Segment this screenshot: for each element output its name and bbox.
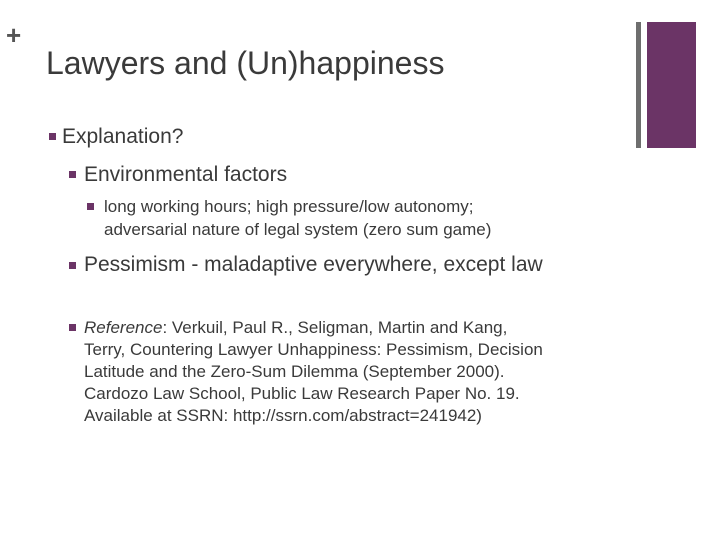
bullet-marker <box>87 203 94 210</box>
reference-line4: Cardozo Law School, Public Law Research Paper No. 19. <box>84 384 520 403</box>
reference-line2: Terry, Countering Lawyer Unhappiness: Pessimism, Decision <box>84 340 543 359</box>
reference-line1 <box>84 317 543 339</box>
env-detail-line1: long working hours; high pressure/low autonomy; <box>104 197 474 216</box>
bullet-reference <box>84 317 543 427</box>
slide-title: Lawyers and (Un)happiness <box>46 45 445 81</box>
reference-line3: Latitude and the Zero-Sum Dilemma (September 2000). <box>84 362 505 381</box>
accent-bar-thick <box>647 22 696 148</box>
reference-line5: Available at SSRN: http://ssrn.com/abstract=241942) <box>84 406 482 425</box>
accent-bar-thin <box>636 22 641 148</box>
bullet-marker <box>49 133 56 140</box>
bullet-marker <box>69 262 76 269</box>
bullet-marker <box>69 324 76 331</box>
env-detail-line2: adversarial nature of legal system (zero sum game) <box>104 220 492 239</box>
plus-mark: + <box>6 20 22 50</box>
reference-line1-text: : Verkuil, Paul R., Seligman, Martin and Kang, <box>162 318 508 337</box>
bullet-pessimism: Pessimism - maladaptive everywhere, except law <box>84 253 543 276</box>
bullet-explanation: Explanation? <box>62 125 184 148</box>
bullet-environmental: Environmental factors <box>84 163 288 186</box>
bullet-marker <box>69 171 76 178</box>
reference-label: Reference <box>84 318 163 337</box>
